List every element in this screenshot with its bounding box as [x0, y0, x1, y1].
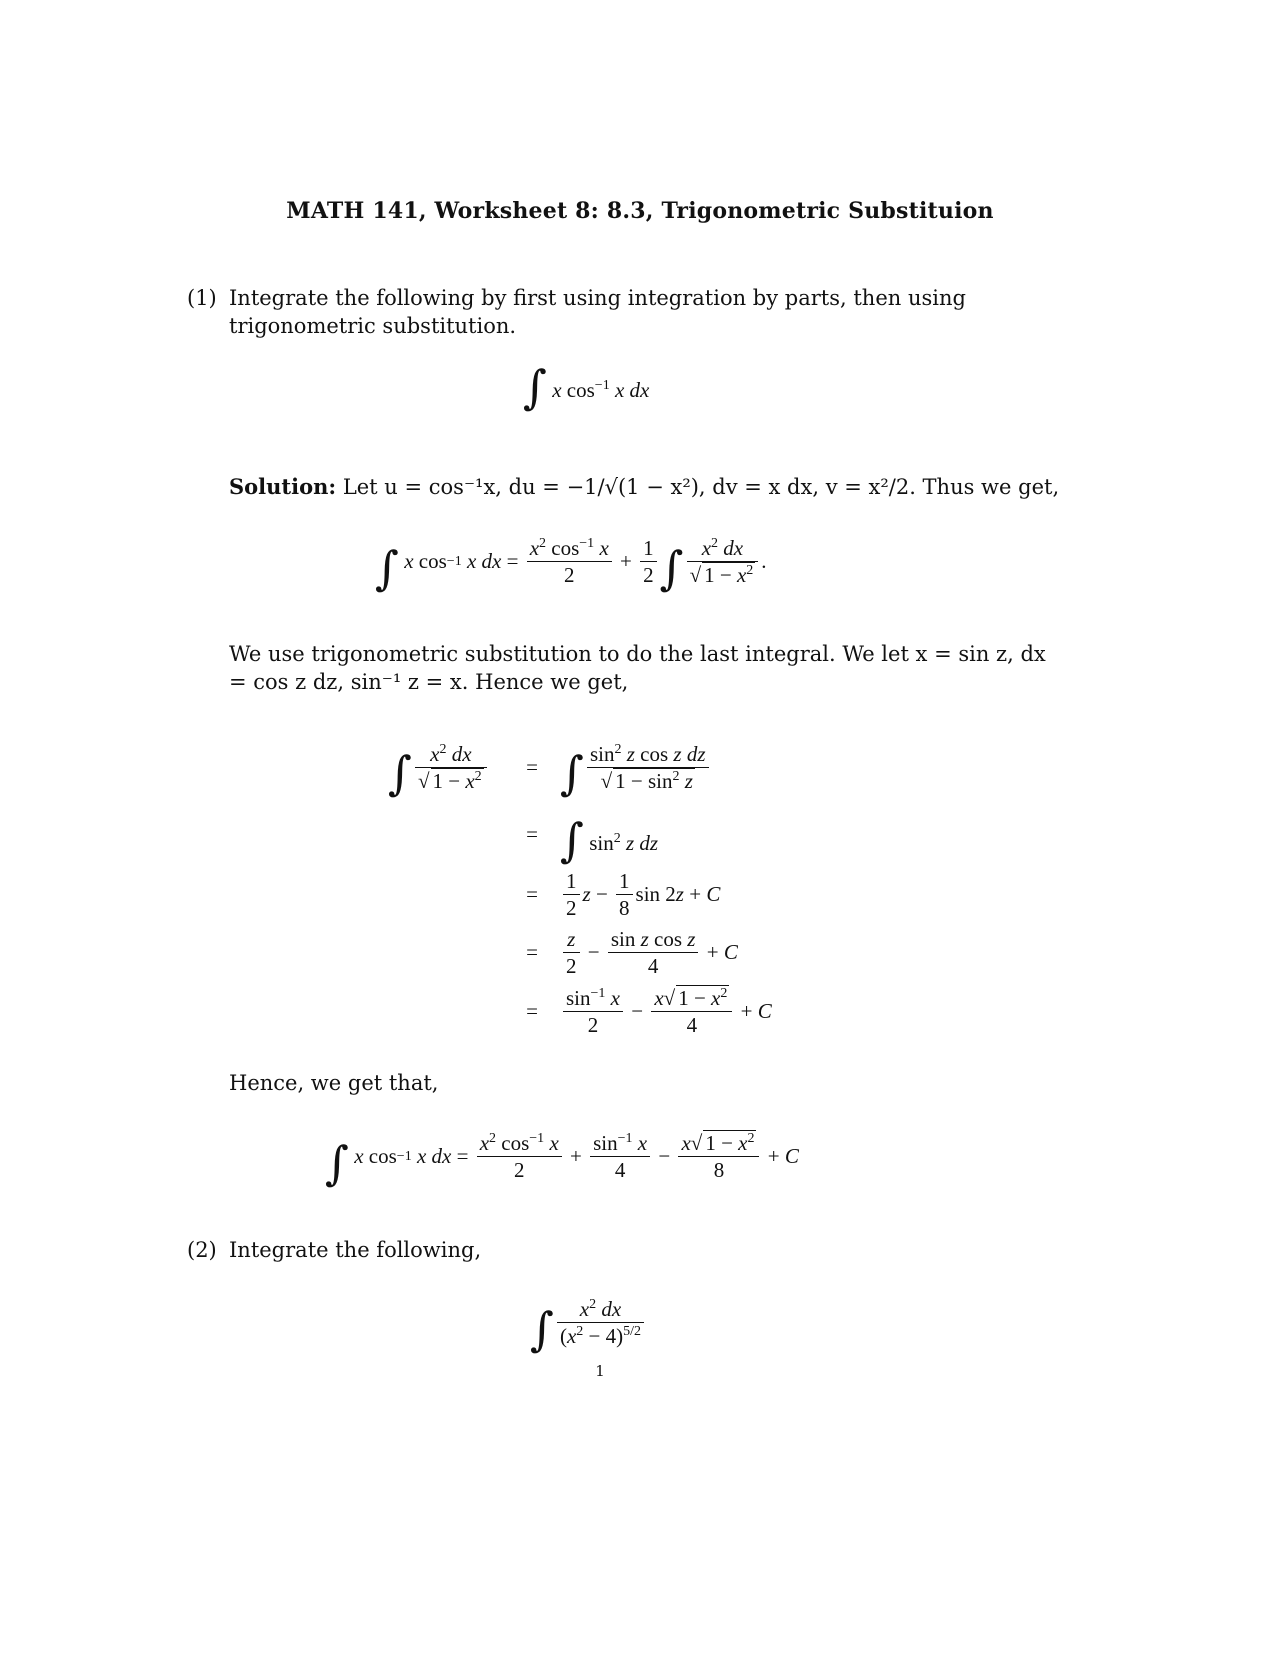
derivation-line-5: = $\frac{\sin^{-1} x}{2}$ − $\frac{x√ 1 - x^2}{4}$ + C [526, 985, 772, 1037]
problem-1-text: Integrate the following by first using integration by parts, then using trigonometric substitution. [229, 286, 966, 338]
derivation-line-3: = $\frac{1}{2}$ z − $\frac{1}{8}$ sin 2 z + C [526, 868, 721, 920]
solution-label: Solution: [229, 474, 337, 499]
problem-2-number: (2) [187, 1238, 217, 1262]
final-result: ∫ x cos −1 x dx = $\frac{x^2 \cos^{-1} x}{2}$ + $\frac{\sin^{-1} x}{4}$ − $\frac{x√ 1 - x^2}{8}$ + C [325, 1131, 799, 1190]
problem-2-text: Integrate the following, [229, 1238, 482, 1262]
problem-1-integral: ∫ x $\cos^{-1} x$ dx [523, 360, 650, 414]
problem-2-integral: ∫ $\frac{x^2 dx}{(x^2 - 4)^{5/2}}$ [530, 1296, 647, 1349]
parts-equation: ∫ x cos −1 x dx = $\frac{x^2 \cos^{-1} x}{2}$ + $\frac{1}{2}$ ∫ $\frac{x^2 dx}{√ 1 - x^2}$ . [375, 536, 767, 595]
derivation-line-1: ∫ $\frac{x^2 dx}{√ 1 - x^2}$ = ∫ $\frac{\sin^2 z \cos z dz}{√ 1 - \sin^2 z}$ [388, 730, 772, 804]
trig-sub-paragraph: We use trigonometric substitution to do the last integral. We let x = sin z, dx = cos z dz, sin⁻¹ z = x. Hence we get, [229, 642, 1046, 694]
hence-text: Hence, we get that, [229, 1071, 439, 1095]
derivation-line-4: = $\frac{z}{2}$ − $\frac{\text{sin z cos z}}{4}$ + C [526, 926, 738, 978]
solution-intro-text: Let u = cos⁻¹x, du = −1/√(1 − x²), dv = x dx, v = x²/2. Thus we get, [342, 475, 1060, 499]
page-number: 1 [595, 1362, 605, 1380]
derivation-line-2: = ∫ $\sin^2 z$ dz [526, 813, 659, 867]
problem-1-number: (1) [187, 286, 217, 310]
solution-intro [229, 473, 1129, 501]
page-title: MATH 141, Worksheet 8: 8.3, Trigonometric Substituion [286, 198, 994, 224]
derivation [388, 730, 772, 1042]
